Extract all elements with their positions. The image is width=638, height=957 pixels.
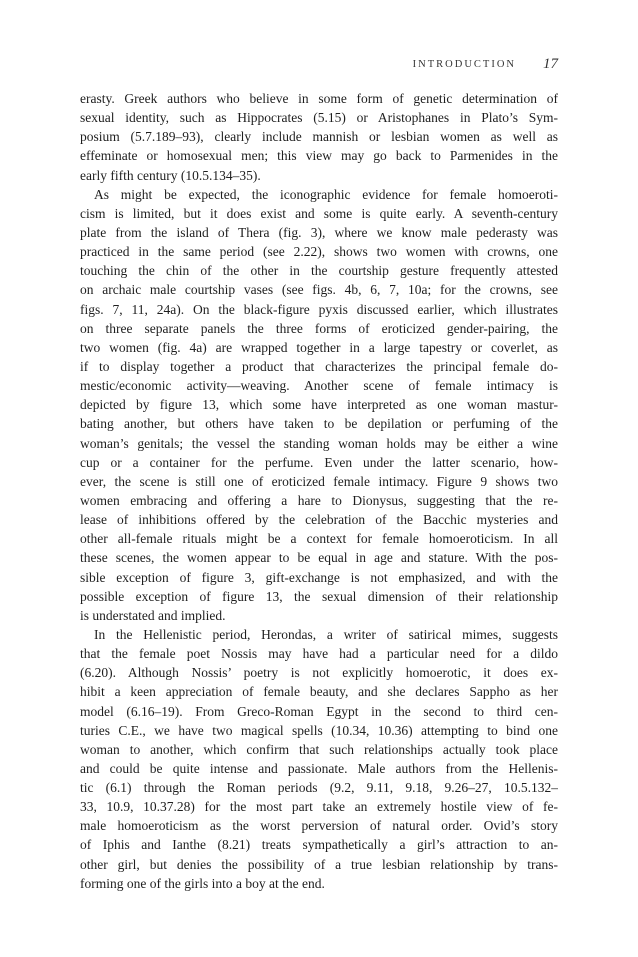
text-line: early fifth century (10.5.134–35).	[80, 167, 261, 183]
text-line: woman’s genitals; the vessel the standing woman holds may be either a wine	[80, 435, 558, 451]
text-line: women embracing and offering a hare to Dionysus, suggesting that the re-	[80, 492, 558, 508]
text-line: woman to another, which confirm that such relationships actually took place	[80, 741, 558, 757]
text-line: lease of inhibitions offered by the celebration of the Bacchic mysteries and	[80, 512, 558, 528]
body-text	[80, 89, 558, 893]
text-line: figs. 7, 11, 24a). On the black-figure pyxis discussed earlier, which illustrates	[80, 301, 558, 317]
text-line: touching the chin of the other in the courtship gesture frequently attested	[80, 263, 558, 279]
text-line: on archaic male courtship vases (see figs. 4b, 6, 7, 10a; for the crowns, see	[80, 282, 558, 298]
text-line: posium (5.7.189–93), clearly include mannish or lesbian women as well as	[80, 129, 558, 145]
text-line: forming one of the girls into a boy at the end.	[80, 875, 325, 891]
text-line: sible exception of figure 3, gift-exchange is not emphasized, and with the	[80, 569, 558, 585]
text-line: effeminate or homosexual men; this view may go back to Parmenides in the	[80, 148, 558, 164]
text-line: practiced in the same period (see 2.22), shows two women with crowns, one	[80, 244, 558, 260]
text-line: is understated and implied.	[80, 607, 226, 623]
text-line: depicted by figure 13, which some have interpreted as one woman mastur-	[80, 397, 558, 413]
text-line: these scenes, the women appear to be equal in age and stature. With the pos-	[80, 550, 558, 566]
text-line: possible exception of figure 13, the sexual dimension of their relationship	[80, 588, 558, 604]
text-line: mestic/economic activity—weaving. Another scene of female intimacy is	[80, 378, 558, 394]
text-line: tic (6.1) through the Roman periods (9.2, 9.11, 9.18, 9.26–27, 10.5.132–	[80, 780, 558, 796]
text-line: that the female poet Nossis may have had a particular need for a dildo	[80, 646, 558, 662]
text-line: As might be expected, the iconographic evidence for female homoeroti-	[94, 186, 558, 202]
text-line: male homoeroticism as the worst perversion of natural order. Ovid’s story	[80, 818, 558, 834]
text-line: on three separate panels the three forms of eroticized gender-pairing, the	[80, 320, 558, 336]
text-line: In the Hellenistic period, Herondas, a writer of satirical mimes, suggests	[94, 626, 558, 642]
text-line: other all-female rituals might be a context for female homoeroticism. In all	[80, 531, 558, 547]
text-line: of Iphis and Ianthe (8.21) treats sympathetically a girl’s attraction to an-	[80, 837, 558, 853]
text-line: bating another, but others have taken to be depilation or perfuming of the	[80, 416, 558, 432]
text-line: hibit a keen appreciation of female beauty, and she declares Sappho as her	[80, 684, 558, 700]
text-line: plate from the island of Thera (fig. 3), where we know male pederasty was	[80, 224, 558, 240]
text-line: cism is limited, but it does exist and some is quite early. A seventh-century	[80, 205, 558, 221]
running-head-title: INTRODUCTION	[412, 59, 516, 70]
text-line: erasty. Greek authors who believe in some form of genetic determination of	[80, 91, 558, 106]
text-line: turies C.E., we have two magical spells (10.34, 10.36) attempting to bind one	[80, 722, 558, 738]
running-head	[80, 56, 558, 76]
text-line: 33, 10.9, 10.37.28) for the most part take an extremely hostile view of fe-	[80, 799, 558, 815]
text-line: ever, the scene is still one of eroticized female intimacy. Figure 9 shows two	[80, 473, 558, 489]
page-number: 17	[543, 56, 558, 72]
text-line: and could be quite intense and passionate. Male authors from the Hellenis-	[80, 760, 558, 776]
text-line: other girl, but denies the possibility of a true lesbian relationship by trans-	[80, 856, 558, 872]
text-line: sexual identity, such as Hippocrates (5.15) or Aristophanes in Plato’s Sym-	[80, 110, 558, 126]
text-line: if to display together a product that characterizes the principal female do-	[80, 358, 558, 374]
text-line: model (6.16–19). From Greco-Roman Egypt in the second to third cen-	[80, 703, 558, 719]
text-line: two women (fig. 4a) are wrapped together in a large tapestry or coverlet, as	[80, 339, 558, 355]
text-line: cup or a container for the perfume. Even under the latter scenario, how-	[80, 454, 558, 470]
text-line: (6.20). Although Nossis’ poetry is not explicitly homoerotic, it does ex-	[80, 665, 558, 681]
